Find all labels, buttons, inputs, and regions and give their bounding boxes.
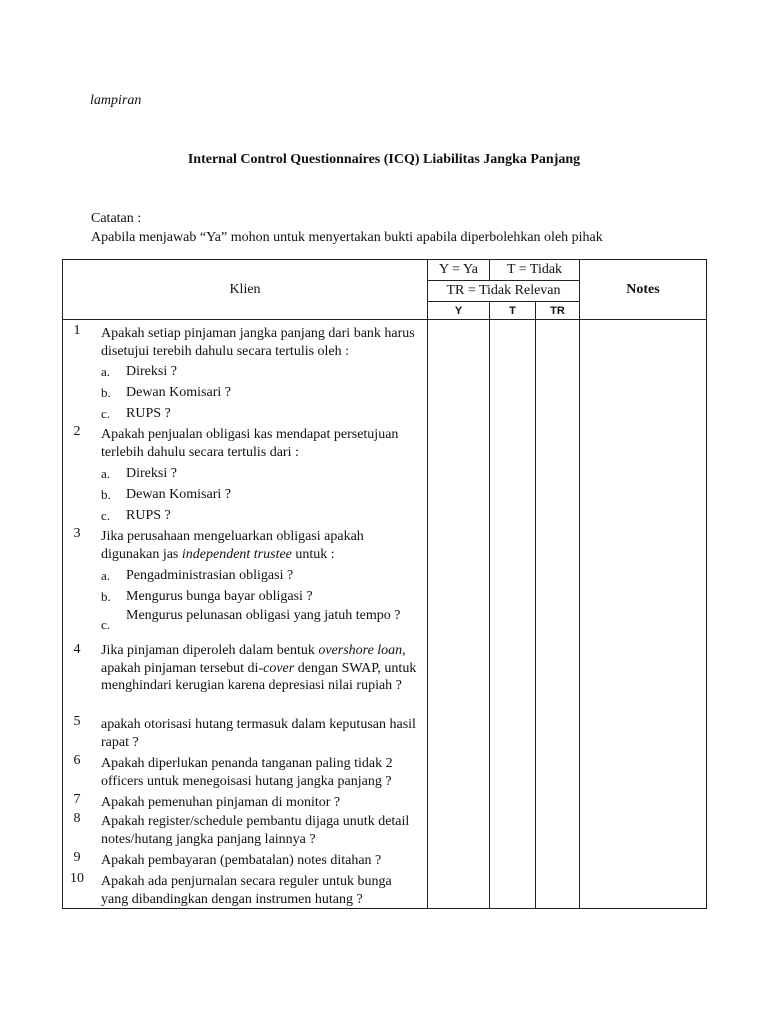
question-text-italic: independent trustee [181,547,292,562]
option-label: c. [101,617,111,632]
legend-ya: Y = Ya [439,262,478,277]
question-text: Apakah register/schedule pembantu dijaga unutk detail notes/hutang jangka panjang lainnya ? [101,814,410,847]
option-text: Direksi ? [126,466,177,481]
option-label: b. [101,487,111,502]
question-number: 3 [73,526,81,541]
question-text: Apakah setiap pinjaman jangka panjang dari bank harus disetujui terebih dahulu secara tertulis oleh : [101,326,415,359]
col-t-header: T [509,304,516,317]
question-text: Apakah ada penjurnalan secara reguler untuk bunga yang dibandingkan dengan instrumen hutang ? [101,874,392,907]
legend-tidak: T = Tidak [506,262,563,277]
option-label: b. [101,589,111,604]
question-text-part: Jika perusahaan mengeluarkan obligasi apakah digunakan jas [101,529,364,562]
option-label: b. [101,385,111,400]
lampiran-label: lampiran [90,93,142,108]
question-text: Apakah diperlukan penanda tanganan paling tidak 2 officers untuk menegoisasi hutang jangka panjang ? [101,756,393,789]
option-text: Mengurus pelunasan obligasi yang jatuh tempo ? [126,608,401,623]
question-text: apakah otorisasi hutang termasuk dalam keputusan hasil rapat ? [101,717,416,750]
question-text [101,642,421,695]
question-text: Apakah pembayaran (pembatalan) notes ditahan ? [101,853,382,868]
option-text: RUPS ? [126,406,171,421]
option-text: Dewan Komisari ? [126,385,231,400]
col-y-header: Y [454,304,463,317]
question-text-part: untuk : [291,547,335,562]
option-text: Dewan Komisari ? [126,487,231,502]
option-text: RUPS ? [126,508,171,523]
option-text: Pengadministrasian obligasi ? [126,568,294,583]
question-text: Apakah penjualan obligasi kas mendapat persetujuan terlebih dahulu secara tertulis dari : [101,427,399,460]
question-text-part: dengan SWAP, untuk menghindari kerugian karena depresiasi nilai rupiah ? [101,660,417,693]
question-number: 9 [73,850,81,865]
question-number: 10 [70,871,84,886]
option-text: Direksi ? [126,364,177,379]
legend-tidak-relevan: TR = Tidak Relevan [446,283,561,298]
catatan-label: Catatan : [91,211,142,226]
option-label: a. [101,466,111,481]
question-number: 7 [73,792,81,807]
klien-header: Klien [229,281,261,297]
document-title: Internal Control Questionnaires (ICQ) Liabilitas Jangka Panjang [187,152,581,167]
option-label: c. [101,508,111,523]
question-text-italic: cover [263,660,295,676]
question-number: 4 [73,642,81,657]
question-text-italic: overshore loan, [318,643,406,658]
question-number: 1 [73,323,81,338]
option-label: a. [101,568,111,583]
option-label: c. [101,406,111,421]
question-text [101,528,421,564]
question-text-part: apakah pinjaman tersebut di- [101,660,264,676]
option-label: a. [101,364,111,379]
question-text-part: Jika pinjaman diperoleh dalam bentuk [101,643,319,658]
question-text: Apakah pemenuhan pinjaman di monitor ? [101,795,341,810]
question-number: 6 [73,753,81,768]
notes-header: Notes [626,281,660,297]
question-number: 2 [73,424,81,439]
col-tr-header: TR [550,304,565,317]
question-number: 8 [73,811,81,826]
question-number: 5 [73,714,81,729]
instruction-note: Apabila menjawab “Ya” mohon untuk menyertakan bukti apabila diperbolehkan oleh pihak [91,230,603,245]
option-text: Mengurus bunga bayar obligasi ? [126,589,313,604]
